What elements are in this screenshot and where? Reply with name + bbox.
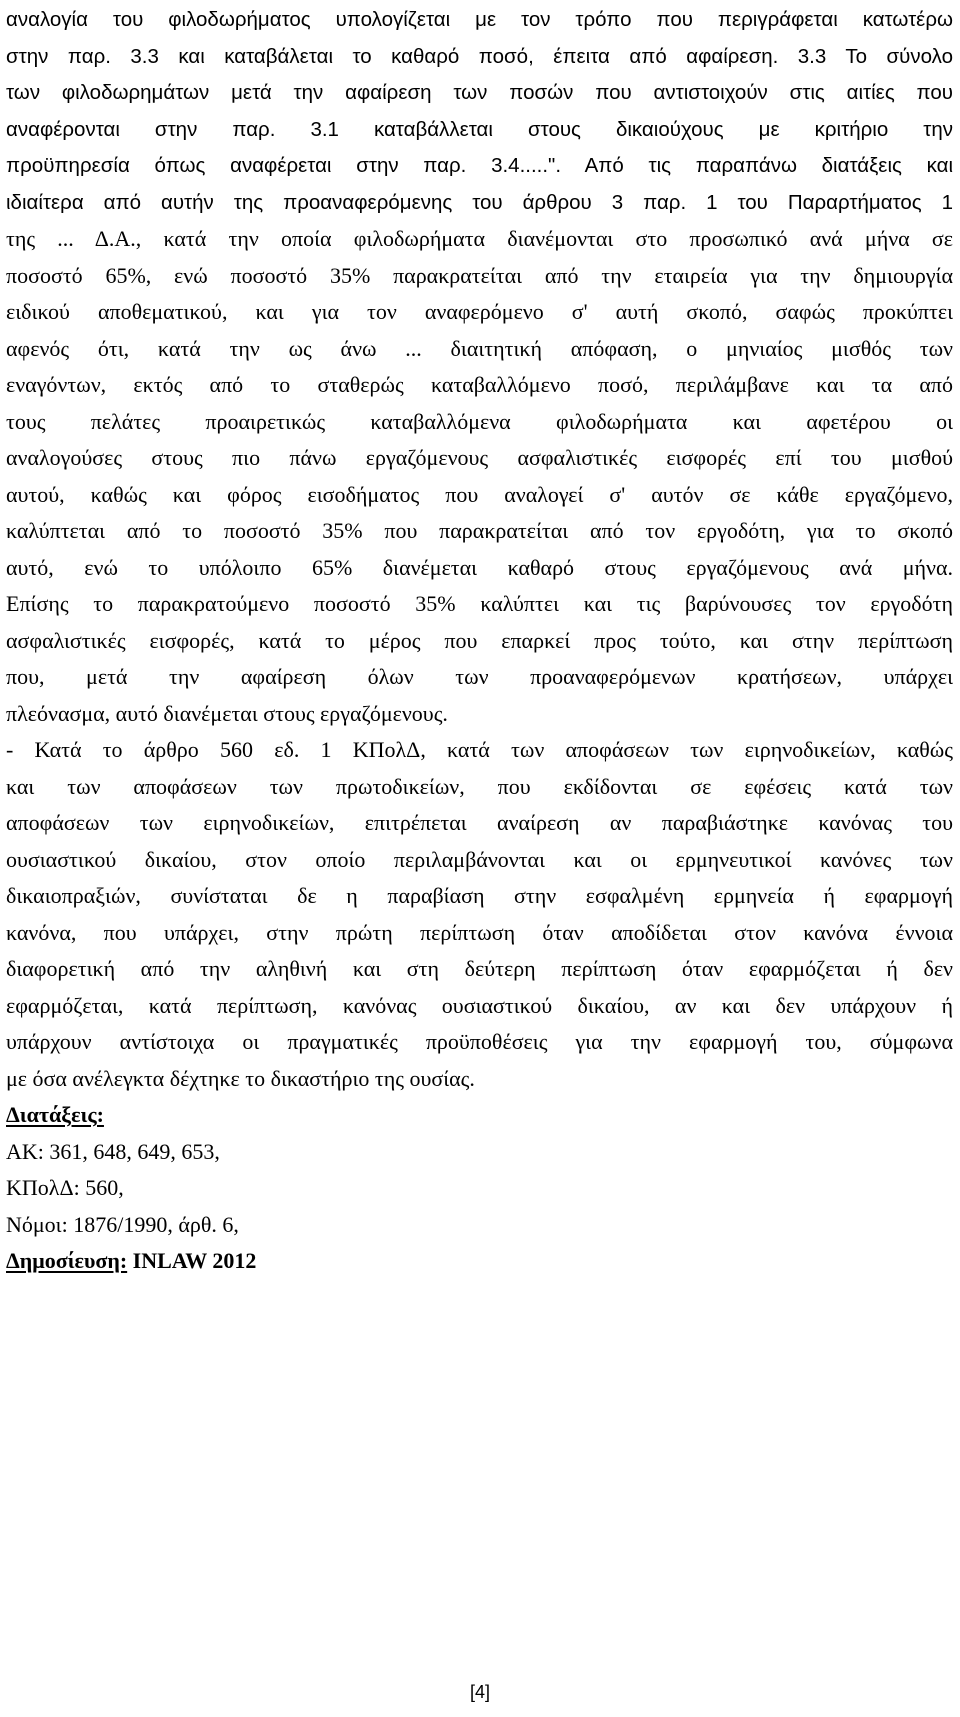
text-line: αποφάσεων των ειρηνοδικείων, επιτρέπεται αναίρεση αν παραβιάστηκε κανόνας του <box>6 810 953 835</box>
text-line: κανόνα, που υπάρχει, στην πρώτη περίπτωση όταν αποδίδεται στον κανόνα έννοια <box>6 919 953 945</box>
publication-value: INLAW 2012 <box>127 1248 257 1273</box>
provision-item: Νόμοι: 1876/1990, άρθ. 6, <box>6 1211 239 1237</box>
text-line: εφαρμόζεται, κατά περίπτωση, κανόνας ουσιαστικού δικαίου, αν και δεν υπάρχουν ή <box>6 992 953 1018</box>
text-line: αναλογούσες στους πιο πάνω εργαζόμενους ασφαλιστικές εισφορές επί του μισθού <box>6 445 953 470</box>
text-line: της ... Δ.Α., κατά την οποία φιλοδωρήματα διανέμονται στο προσωπικό ανά μήνα σε <box>6 226 953 251</box>
text-line: αναλογία του φιλοδωρήματος υπολογίζεται με τον τρόπο που περιγράφεται κατωτέρω <box>6 8 953 31</box>
publication-line <box>6 1243 953 1280</box>
text-line: που, μετά την αφαίρεση όλων των προαναφερόμενων κρατήσεων, υπάρχει <box>6 664 953 689</box>
text-line: αφενός ότι, κατά την ως άνω ... διαιτητική απόφαση, ο μηνιαίος μισθός των <box>6 335 953 361</box>
text-line: δικαιοπραξιών, συνίσταται δε η παραβίαση στην εσφαλμένη ερμηνεία ή εφαρμογή <box>6 883 953 908</box>
text-line: πλεόνασμα, αυτό διανέμεται στους εργαζόμενους. <box>6 700 448 726</box>
text-line: αυτό, ενώ το υπόλοιπο 65% διανέμεται καθαρό στους εργαζόμενους ανά μήνα. <box>6 554 953 580</box>
page-number: [4] <box>469 1682 490 1702</box>
text-line: των φιλοδωρημάτων μετά την αφαίρεση των ποσών που αντιστοιχούν στις αιτίες που <box>6 81 953 104</box>
text-line: με όσα ανέλεγκτα δέχτηκε το δικαστήριο της ουσίας. <box>6 1065 475 1091</box>
text-line: αυτού, καθώς και φόρος εισοδήματος που αναλογεί σ' αυτόν σε κάθε εργαζόμενο, <box>6 481 953 507</box>
publication-label: Δημοσίευση: <box>6 1248 128 1273</box>
text-line: Επίσης το παρακρατούμενο ποσοστό 35% καλύπτει και τις βαρύνουσες τον εργοδότη <box>6 591 953 616</box>
provision-item: ΚΠολΔ: 560, <box>6 1175 124 1200</box>
text-line: υπάρχουν αντίστοιχα οι πραγματικές προϋποθέσεις για την εφαρμογή του, σύμφωνα <box>6 1029 953 1054</box>
provision-item: ΑΚ: 361, 648, 649, 653, <box>6 1138 220 1164</box>
text-line: στην παρ. 3.3 και καταβάλεται το καθαρό ποσό, έπειτα από αφαίρεση. 3.3 Το σύνολο <box>6 44 953 68</box>
text-line: ποσοστό 65%, ενώ ποσοστό 35% παρακρατείται από την εταιρεία για την δημιουργία <box>6 262 953 288</box>
provisions-heading: Διατάξεις: <box>6 1102 104 1127</box>
text-line: ιδιαίτερα από αυτήν της προαναφερόμενης του άρθρου 3 παρ. 1 του Παραρτήματος 1 <box>6 190 953 214</box>
text-line: και των αποφάσεων των πρωτοδικείων, που εκδίδονται σε εφέσεις κατά των <box>6 773 953 799</box>
text-line: εναγόντων, εκτός από το σταθερώς καταβαλλόμενο ποσό, περιλάμβανε και τα από <box>6 372 953 397</box>
text-line: προϋπηρεσία όπως αναφέρεται στην παρ. 3.4.....". Από τις παραπάνω διατάξεις και <box>6 154 953 177</box>
document-body <box>6 2 953 1280</box>
text-line: τους πελάτες προαιρετικώς καταβαλλόμενα φιλοδωρήματα και αφετέρου οι <box>6 408 953 434</box>
text-line: διαφορετική από την αληθινή και στη δεύτερη περίπτωση όταν εφαρμόζεται ή δεν <box>6 956 953 981</box>
text-line: ασφαλιστικές εισφορές, κατά το μέρος που επαρκεί προς τούτο, και στην περίπτωση <box>6 627 953 653</box>
text-line: ειδικού αποθεματικού, και για τον αναφερόμενο σ' αυτή σκοπό, σαφώς προκύπτει <box>6 299 953 324</box>
text-line: καλύπτεται από το ποσοστό 35% που παρακρατείται από τον εργοδότη, για το σκοπό <box>6 518 953 543</box>
text-line: αναφέρονται στην παρ. 3.1 καταβάλλεται στους δικαιούχους με κριτήριο την <box>6 117 953 141</box>
text-line: - Κατά το άρθρο 560 εδ. 1 ΚΠολΔ, κατά των αποφάσεων των ειρηνοδικείων, καθώς <box>6 737 953 762</box>
text-line: ουσιαστικού δικαίου, στον οποίο περιλαμβάνονται και οι ερμηνευτικοί κανόνες των <box>6 846 953 872</box>
